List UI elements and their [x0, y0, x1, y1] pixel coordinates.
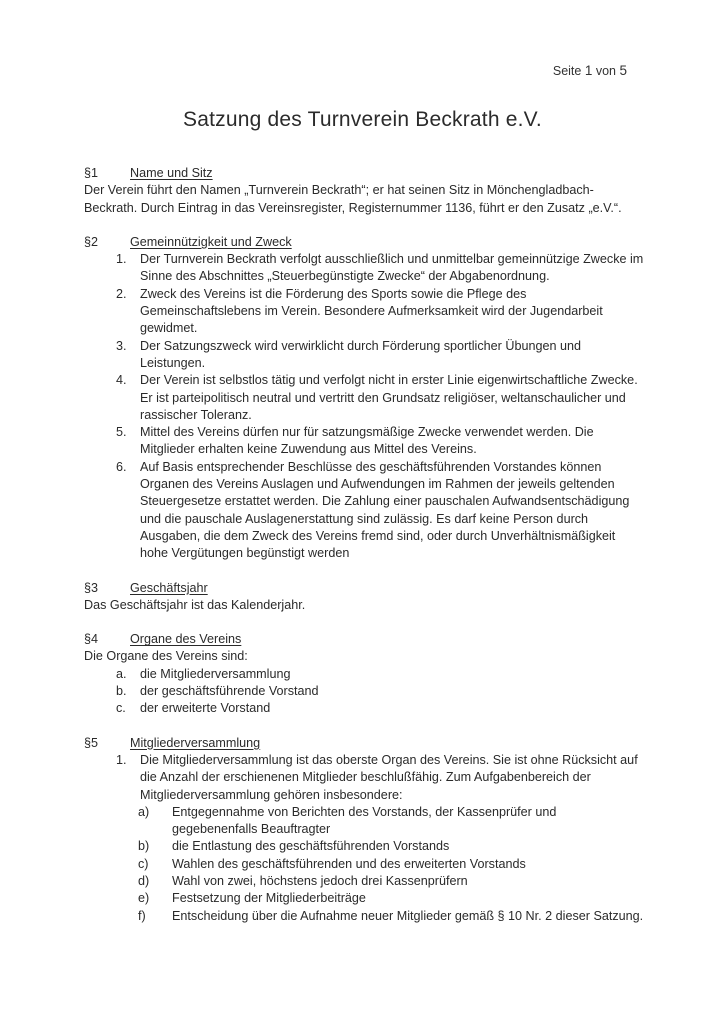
section-heading: [84, 580, 644, 597]
list-marker: 1.: [116, 752, 127, 767]
sub-list-item: [84, 890, 644, 907]
list-item-text: die Entlastung des geschäftsführenden Vorstands: [172, 839, 450, 854]
list-marker: a): [138, 804, 150, 819]
page-total: 5: [619, 63, 627, 78]
page-separator: von: [595, 64, 616, 78]
list-marker: b): [138, 839, 150, 854]
section-number: §1: [84, 166, 99, 180]
section-text: Das Geschäftsjahr ist das Kalenderjahr.: [84, 597, 306, 612]
section-intro: Die Organe des Vereins sind:: [84, 649, 248, 664]
list-marker: f): [138, 908, 146, 923]
list-item: [84, 752, 644, 804]
page-prefix: Seite: [552, 64, 582, 78]
list-item: [84, 683, 644, 700]
section-4: [84, 631, 644, 717]
list-item-text: Wahl von zwei, höchstens jedoch drei Kassenprüfern: [172, 873, 468, 888]
list-item: [84, 372, 644, 424]
sub-list-item: [84, 838, 644, 855]
section-number: §5: [84, 735, 99, 750]
numbered-list: [84, 251, 644, 562]
sub-list-item: [84, 856, 644, 873]
section-heading: [84, 735, 644, 752]
list-item-text: Entscheidung über die Aufnahme neuer Mitglieder gemäß § 10 Nr. 2 dieser Satzung.: [172, 908, 644, 923]
list-item-text: Entgegennahme von Berichten des Vorstands, der Kassenprüfer und gegebenenfalls Beauftragter: [172, 804, 557, 837]
list-marker: c.: [116, 701, 126, 716]
list-marker: d): [138, 873, 150, 888]
list-item: [84, 286, 644, 338]
list-item: [84, 700, 644, 717]
list-marker: 3.: [116, 338, 127, 353]
sub-list-item: [84, 873, 644, 890]
section-text: Der Verein führt den Namen „Turnverein Beckrath“; er hat seinen Sitz in Mönchengladbach-Beckrath. Durch Eintrag in das Vereinsregister, Registernummer 1136, führt er den Zusatz „e.V.“.: [84, 183, 622, 215]
list-item: [84, 424, 644, 459]
section-heading: [84, 631, 644, 648]
section-heading: [84, 234, 644, 251]
lettered-list: [84, 666, 644, 718]
list-marker: e): [138, 891, 150, 906]
list-item: [84, 251, 644, 286]
list-item-text: Der Verein ist selbstlos tätig und verfolgt nicht in erster Linie eigenwirtschaftliche Zwecke. Er ist parteipolitisch neutral und vertritt den Grundsatz religiöser, weltanschaulicher und rassischer Toleranz.: [140, 373, 638, 422]
list-marker: 5.: [116, 425, 127, 440]
list-item-text: Auf Basis entsprechender Beschlüsse des geschäftsführenden Vorstandes können Organen des Vereins Auslagen und Aufwendungen im Rahmen der jeweils geltenden Steuergesetze erstattet werden. Die Zahlung einer pauschalen Aufwandsentschädigung und die pauschale Auslagenerstattung sind zulässig. Es darf keine Person durch Ausgaben, die dem Zweck des Vereins fremd sind, oder durch Unverhältnismäßigkeit hohe Vergütungen begünstigt werden: [140, 459, 630, 561]
list-marker: b.: [116, 684, 127, 699]
document-title: Satzung des Turnverein Beckrath e.V.: [183, 108, 542, 131]
section-title: Name und Sitz: [130, 166, 213, 180]
section-title: Organe des Vereins: [130, 632, 242, 647]
list-item-text: der geschäftsführende Vorstand: [140, 684, 319, 699]
list-item-text: Mittel des Vereins dürfen nur für satzungsmäßige Zwecke verwendet werden. Die Mitglieder erhalten keine Zuwendung aus Mittel des Vereins.: [140, 425, 594, 457]
list-item-text: Die Mitgliederversammlung ist das oberste Organ des Vereins. Sie ist ohne Rücksicht auf die Anzahl der erschienenen Mitglieder beschlußfähig. Zum Aufgabenbereich der Mitgliederversammlung gehören insbesondere:: [140, 752, 638, 802]
list-marker: 2.: [116, 286, 127, 301]
list-item: [84, 459, 644, 563]
list-item-text: der erweiterte Vorstand: [140, 701, 271, 716]
list-item: [84, 338, 644, 373]
section-5: [84, 735, 644, 925]
list-item-text: Festsetzung der Mitgliederbeiträge: [172, 891, 366, 906]
section-3: [84, 580, 644, 615]
section-title: Gemeinnützigkeit und Zweck: [130, 234, 292, 249]
section-title: Geschäftsjahr: [130, 580, 208, 595]
list-item-text: Wahlen des geschäftsführenden und des erweiterten Vorstands: [172, 856, 526, 871]
list-item-text: Der Satzungszweck wird verwirklicht durch Förderung sportlicher Übungen und Leistungen.: [140, 338, 581, 370]
section-heading: [84, 165, 644, 182]
list-item-text: die Mitgliederversammlung: [140, 666, 291, 681]
section-number: §2: [84, 234, 99, 249]
list-marker: 6.: [116, 459, 127, 474]
section-number: §3: [84, 580, 99, 595]
list-marker: c): [138, 856, 149, 871]
list-marker: a.: [116, 666, 127, 681]
section-title: Mitgliederversammlung: [130, 735, 261, 750]
list-marker: 1.: [116, 252, 127, 267]
numbered-list: [84, 752, 644, 804]
sub-list-item: [84, 804, 644, 839]
section-number: §4: [84, 632, 99, 647]
document-body: [84, 165, 644, 942]
list-item-text: Der Turnverein Beckrath verfolgt ausschließlich und unmittelbar gemeinnützige Zwecke im Sinne des Abschnittes „Steuerbegünstigte Zwecke“ der Abgabenordnung.: [140, 252, 644, 284]
section-2: [84, 234, 644, 563]
list-item: [84, 666, 644, 683]
sub-list-item: [84, 908, 644, 925]
page-current: 1: [584, 63, 593, 78]
sub-list: [84, 804, 644, 925]
page-number: [553, 63, 627, 78]
list-marker: 4.: [116, 373, 127, 388]
list-item-text: Zweck des Vereins ist die Förderung des Sports sowie die Pflege des Gemeinschaftslebens im Verein. Besondere Aufmerksamkeit wird der Jugendarbeit gewidmet.: [140, 286, 603, 336]
section-1: [84, 165, 644, 217]
